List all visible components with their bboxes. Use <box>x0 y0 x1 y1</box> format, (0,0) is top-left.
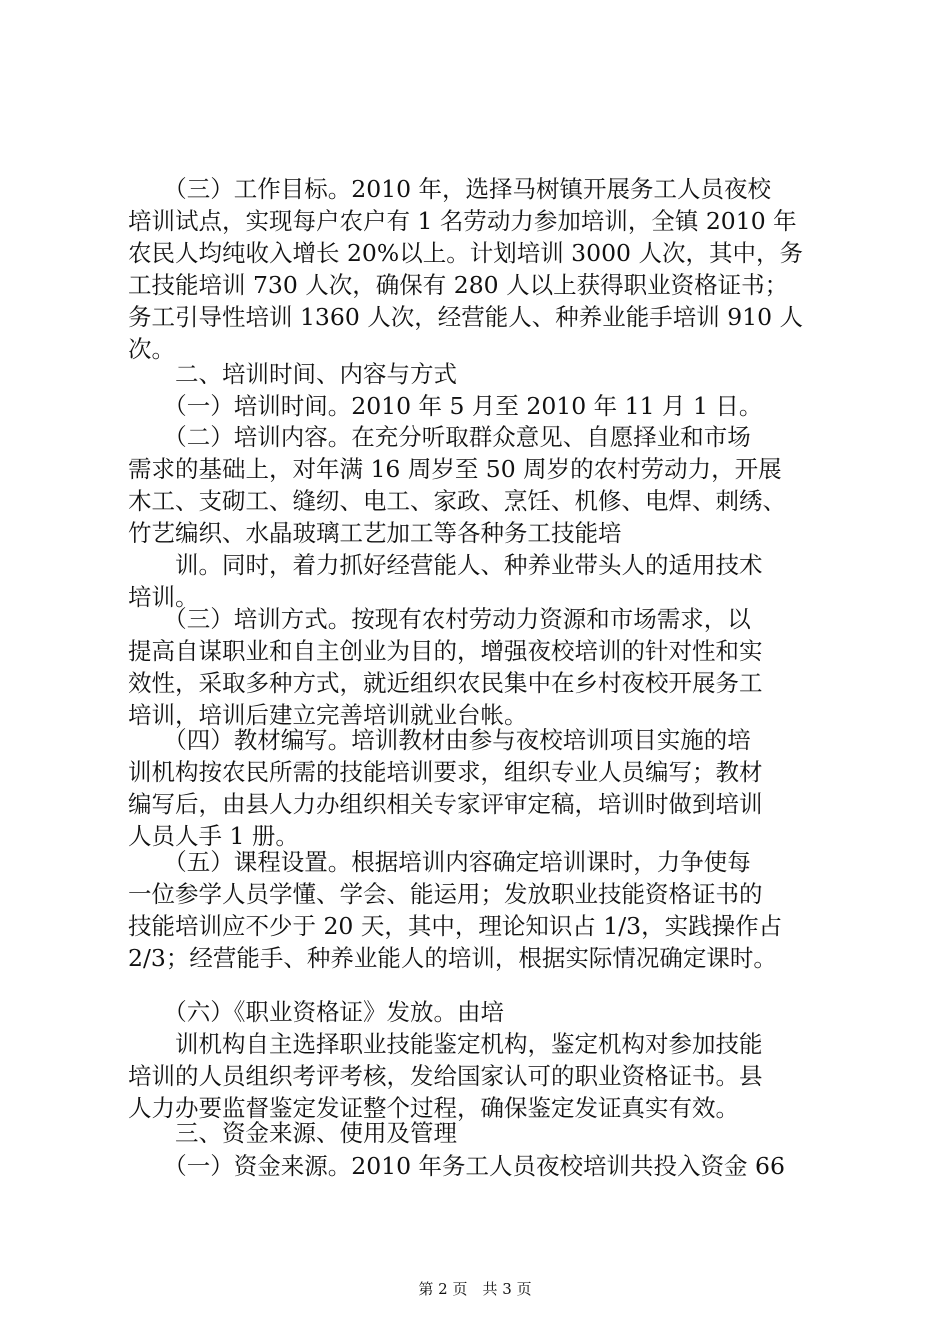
text-line: 二、培训时间、内容与方式 <box>128 360 457 388</box>
paragraph-goal <box>128 173 828 365</box>
text-line: 培训的人员组织考评考核，发给国家认可的职业资格证书。县 <box>128 1062 763 1090</box>
page-footer: 第 2 页 共 3 页 <box>418 1280 532 1298</box>
text-line: 效性，采取多种方式，就近组织农民集中在乡村夜校开展务工 <box>128 669 763 697</box>
text-line: 2/3；经营能手、种养业能人的培训，根据实际情况确定课时。 <box>128 944 777 972</box>
text-line: （四）教材编写。培训教材由参与夜校培训项目实施的培 <box>128 726 751 754</box>
text-line: （一）资金来源。2010 年务工人员夜校培训共投入资金 66 <box>128 1152 785 1180</box>
text-line: 农民人均纯收入增长 20%以上。计划培训 3000 人次，其中，务 <box>128 239 803 267</box>
text-line: 工技能培训 730 人次，确保有 280 人以上获得职业资格证书； <box>128 271 789 299</box>
paragraph-method <box>128 603 828 731</box>
text-line: 人力办要监督鉴定发证整个过程，确保鉴定发证真实有效。 <box>128 1094 739 1122</box>
text-line: 务工引导性培训 1360 人次，经营能人、种养业能手培训 910 人 <box>128 303 804 331</box>
paragraph-section-2-heading <box>128 358 828 390</box>
text-line: （六）《职业资格证》发放。由培 <box>128 998 504 1026</box>
text-line: （五）课程设置。根据培训内容确定培训课时，力争使每 <box>128 848 751 876</box>
text-line: 编写后，由县人力办组织相关专家评审定稿，培训时做到培训 <box>128 790 763 818</box>
text-line: （二）培训内容。在充分听取群众意见、自愿择业和市场 <box>128 423 751 451</box>
text-line: 人员人手 1 册。 <box>128 822 299 850</box>
paragraph-funding <box>128 1150 828 1182</box>
text-line: 训机构自主选择职业技能鉴定机构，鉴定机构对参加技能 <box>128 1030 763 1058</box>
paragraph-certificate <box>128 996 828 1124</box>
text-line: 三、资金来源、使用及管理 <box>128 1119 457 1147</box>
text-line: 技能培训应不少于 20 天，其中，理论知识占 1/3，实践操作占 <box>128 912 783 940</box>
text-line: 提高自谋职业和自主创业为目的，增强夜校培训的针对性和实 <box>128 637 763 665</box>
text-line: 培训。 <box>128 583 199 611</box>
paragraph-courses <box>128 846 828 974</box>
text-line: 训机构按农民所需的技能培训要求，组织专业人员编写；教材 <box>128 758 763 786</box>
paragraph-time <box>128 390 828 422</box>
text-line: 培训试点，实现每户农户有 1 名劳动力参加培训，全镇 2010 年 <box>128 207 797 235</box>
text-line: （三）工作目标。2010 年，选择马树镇开展务工人员夜校 <box>128 175 772 203</box>
paragraph-content <box>128 421 828 613</box>
text-line: 需求的基础上，对年满 16 周岁至 50 周岁的农村劳动力，开展 <box>128 455 782 483</box>
text-line: 木工、支砌工、缝纫、电工、家政、烹饪、机修、电焊、刺绣、 <box>128 487 786 515</box>
text-line: 次。 <box>128 335 175 363</box>
paragraph-section-3-heading <box>128 1117 828 1149</box>
text-line: （一）培训时间。2010 年 5 月至 2010 年 11 月 1 日。 <box>128 392 763 420</box>
text-line: 训。同时，着力抓好经营能人、种养业带头人的适用技术 <box>128 551 763 579</box>
text-line: 一位参学人员学懂、学会、能运用；发放职业技能资格证书的 <box>128 880 763 908</box>
text-line: 竹艺编织、水晶玻璃工艺加工等各种务工技能培 <box>128 519 622 547</box>
text-line: 培训，培训后建立完善培训就业台帐。 <box>128 701 528 729</box>
paragraph-materials <box>128 724 828 852</box>
text-line: （三）培训方式。按现有农村劳动力资源和市场需求，以 <box>128 605 751 633</box>
